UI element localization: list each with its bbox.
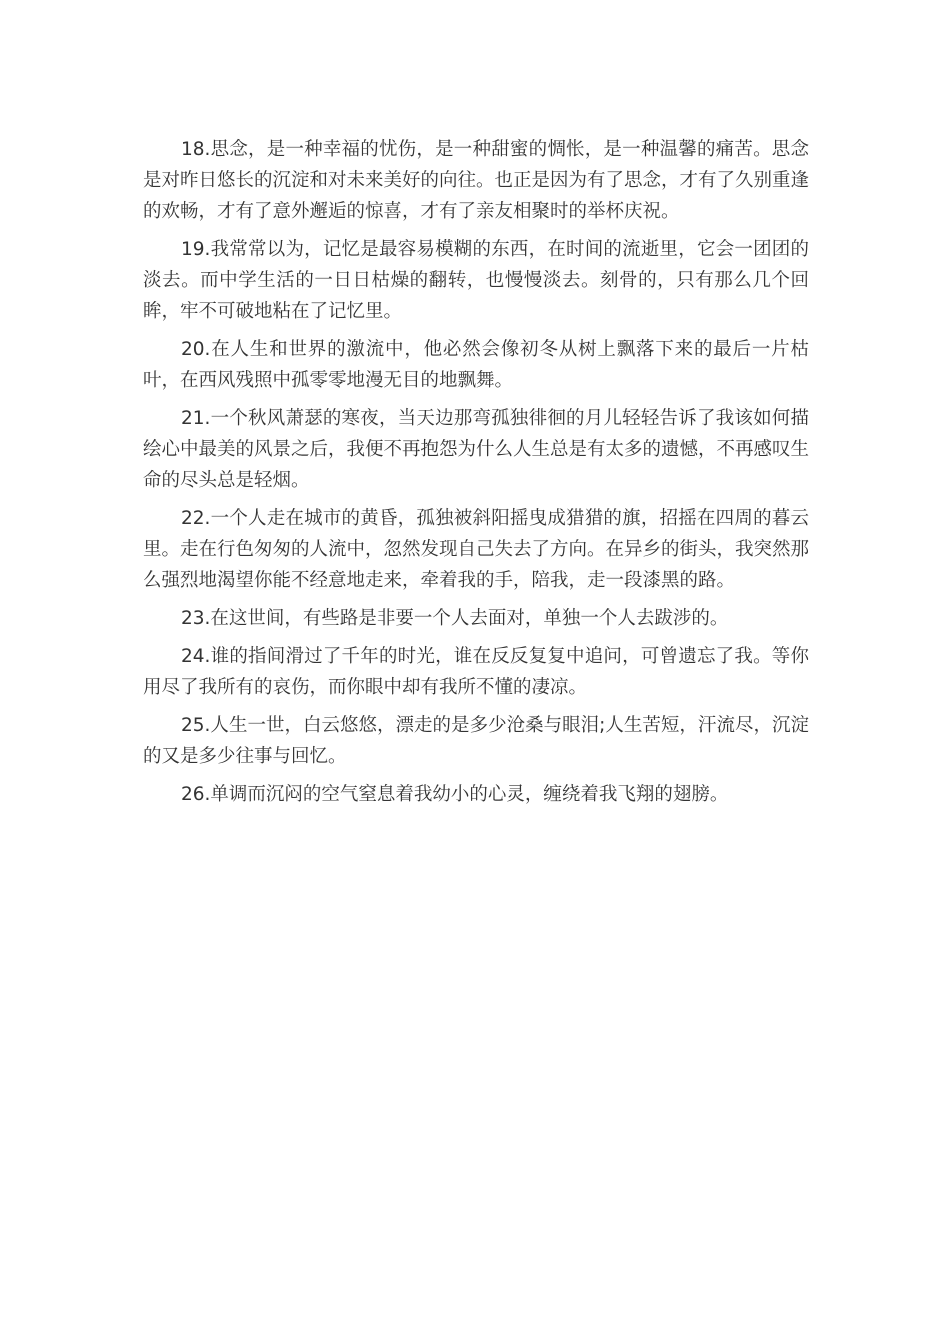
paragraph-24: 24.谁的指间滑过了千年的时光，谁在反反复复中追问，可曾遗忘了我。等你用尽了我所有的哀伤，而你眼中却有我所不懂的凄凉。 <box>143 646 809 698</box>
paragraph-25: 25.人生一世，白云悠悠，漂走的是多少沧桑与眼泪;人生苦短，汗流尽，沉淀的又是多少往事与回忆。 <box>143 715 809 767</box>
paragraph-19: 19.我常常以为，记忆是最容易模糊的东西，在时间的流逝里，它会一团团的淡去。而中学生活的一日日枯燥的翻转，也慢慢淡去。刻骨的，只有那么几个回眸，牢不可破地粘在了记忆里。 <box>143 239 809 322</box>
paragraph-21: 21.一个秋风萧瑟的寒夜，当天边那弯孤独徘徊的月儿轻轻告诉了我该如何描绘心中最美的风景之后，我便不再抱怨为什么人生总是有太多的遗憾，不再感叹生命的尽头总是轻烟。 <box>143 408 810 491</box>
paragraph-23: 23.在这世间，有些路是非要一个人去面对，单独一个人去跋涉的。 <box>181 608 729 629</box>
paragraph-18: 18.思念，是一种幸福的忧伤，是一种甜蜜的惆怅，是一种温馨的痛苦。思念是对昨日悠长的沉淀和对未来美好的向往。也正是因为有了思念，才有了久别重逢的欢畅，才有了意外邂逅的惊喜，才有了亲友相聚时的举杯庆祝。 <box>143 139 810 222</box>
paragraph-20: 20.在人生和世界的激流中，他必然会像初冬从树上飘落下来的最后一片枯叶，在西风残照中孤零零地漫无目的地飘舞。 <box>143 339 809 391</box>
paragraph-26: 26.单调而沉闷的空气窒息着我幼小的心灵，缠绕着我飞翔的翅膀。 <box>181 784 729 805</box>
paragraph-22: 22.一个人走在城市的黄昏，孤独被斜阳摇曳成猎猎的旗，招摇在四周的暮云里。走在行色匆匆的人流中，忽然发现自己失去了方向。在异乡的街头，我突然那么强烈地渴望你能不经意地走来，牵着我的手，陪我，走一段漆黑的路。 <box>143 508 810 591</box>
document-body <box>143 134 809 817</box>
